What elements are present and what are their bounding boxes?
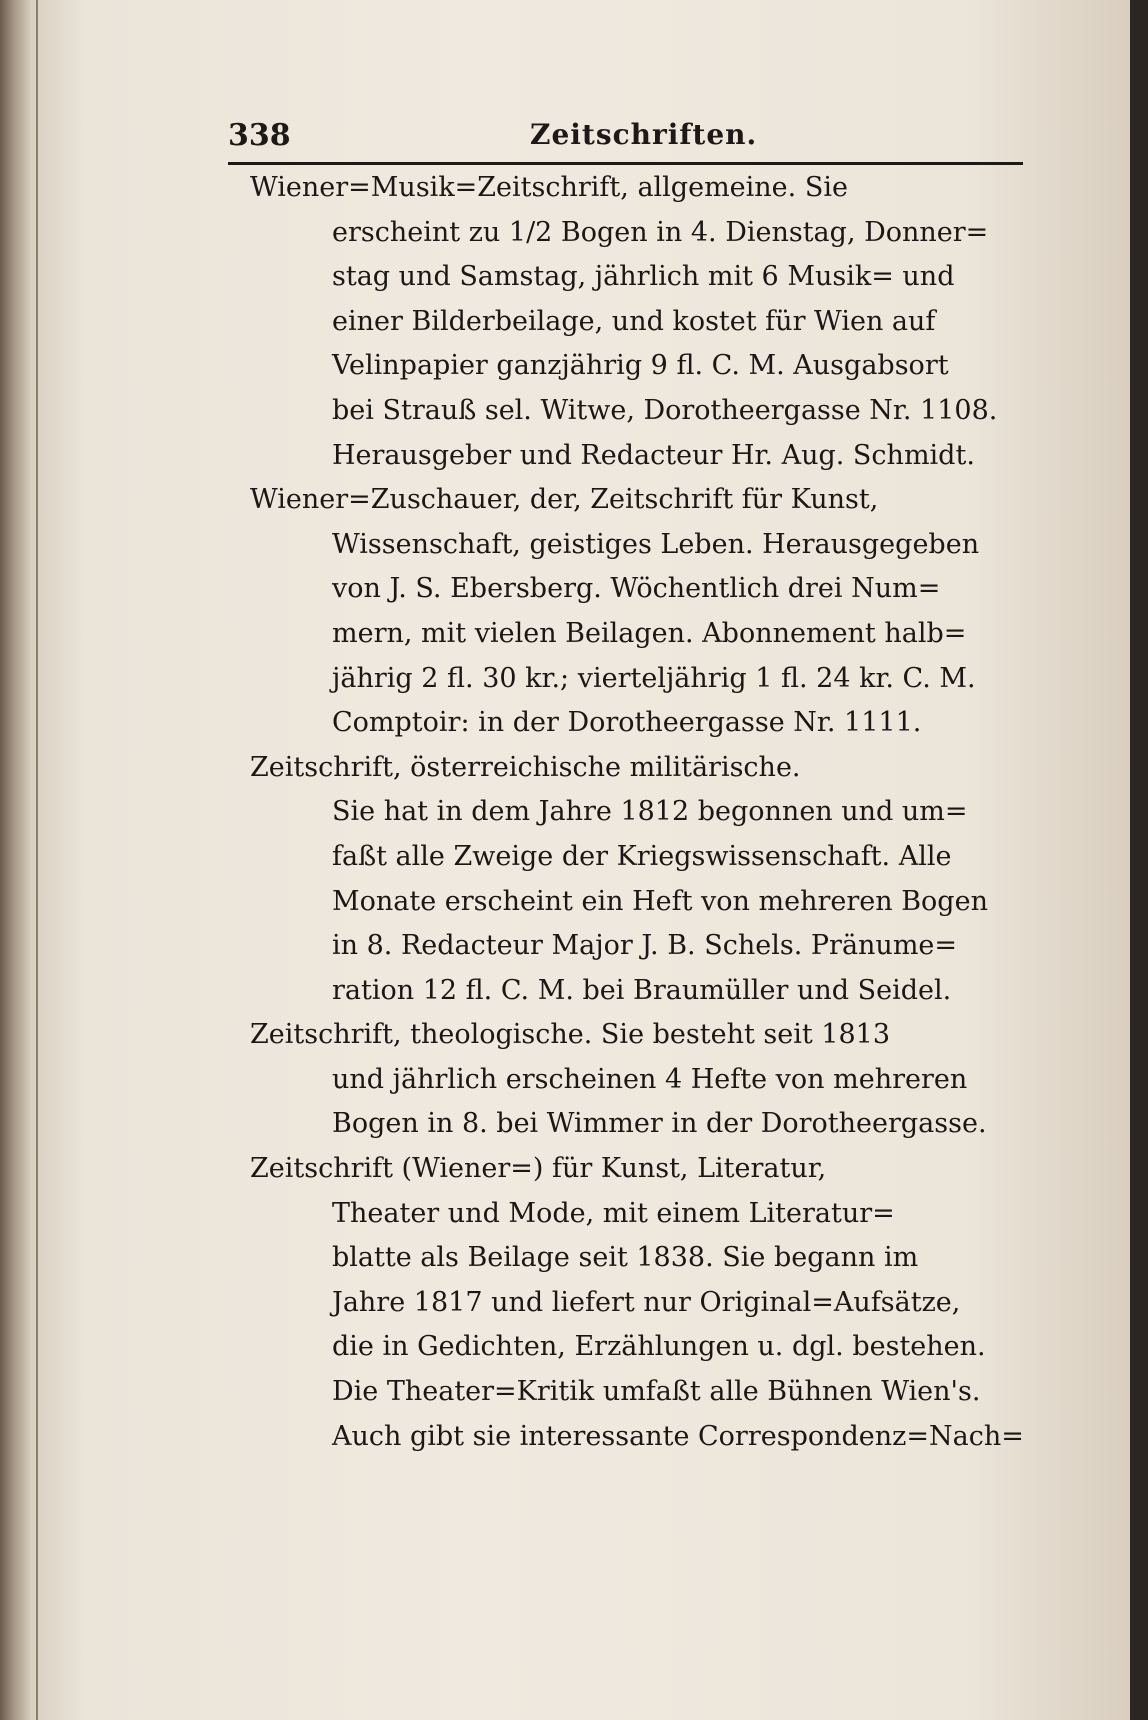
text-line: Comptoir: in der Dorotheergasse Nr. 1111.	[332, 707, 922, 739]
text-line: Zeitschrift, österreichische militärische.	[250, 751, 801, 783]
text-line: Zeitschrift, theologische. Sie besteht seit 1813	[250, 1019, 891, 1051]
text-line: einer Bilderbeilage, und kostet für Wien auf	[332, 305, 936, 337]
text-line: die in Gedichten, Erzählungen u. dgl. bestehen.	[332, 1331, 986, 1363]
header-rule	[228, 162, 1023, 165]
text-line: stag und Samstag, jährlich mit 6 Musik= und	[332, 261, 955, 293]
text-line: Wissenschaft, geistiges Leben. Herausgegeben	[332, 528, 980, 560]
text-line: Wiener=Musik=Zeitschrift, allgemeine. Sie	[250, 172, 848, 203]
running-title: Zeitschriften.	[530, 118, 758, 151]
text-line: in 8. Redacteur Major J. B. Schels. Pränume=	[332, 930, 958, 962]
text-line: blatte als Beilage seit 1838. Sie begann im	[332, 1242, 919, 1274]
text-line: bei Strauß sel. Witwe, Dorotheergasse Nr. 1108.	[332, 394, 998, 426]
text-line: Theater und Mode, mit einem Literatur=	[332, 1197, 895, 1229]
text-line: Monate erscheint ein Heft von mehreren Bogen	[332, 885, 988, 917]
text-line: Auch gibt sie interessante Correspondenz=Nach=	[332, 1420, 1024, 1452]
body-text	[250, 166, 1040, 1459]
page-header	[228, 118, 1028, 158]
text-line: faßt alle Zweige der Kriegswissenschaft. Alle	[332, 840, 952, 872]
text-line: Zeitschrift (Wiener=) für Kunst, Literatur,	[250, 1153, 827, 1185]
gutter-line	[36, 0, 38, 1720]
text-line: Jahre 1817 und liefert nur Original=Aufsätze,	[332, 1286, 961, 1318]
text-line: und jährlich erscheinen 4 Hefte von mehreren	[332, 1063, 968, 1095]
text-line: Herausgeber und Redacteur Hr. Aug. Schmidt.	[332, 439, 975, 471]
text-line: von J. S. Ebersberg. Wöchentlich drei Num=	[332, 573, 941, 605]
text-line: erscheint zu 1/2 Bogen in 4. Dienstag, Donner=	[332, 216, 989, 248]
text-line: Velinpapier ganzjährig 9 fl. C. M. Ausgabsort	[332, 350, 949, 382]
text-line: Sie hat in dem Jahre 1812 begonnen und um=	[332, 796, 968, 828]
text-line: ration 12 fl. C. M. bei Braumüller und Seidel.	[332, 974, 952, 1006]
text-line: mern, mit vielen Beilagen. Abonnement halb=	[332, 617, 967, 649]
text-line: Wiener=Zuschauer, der, Zeitschrift für Kunst,	[250, 484, 879, 516]
text-line: Die Theater=Kritik umfaßt alle Bühnen Wien's.	[332, 1376, 981, 1408]
text-line: jährig 2 fl. 30 kr.; vierteljährig 1 fl. 24 kr. C. M.	[332, 662, 976, 694]
text-line: Bogen in 8. bei Wimmer in der Dorotheergasse.	[332, 1108, 987, 1140]
page-number: 338	[228, 118, 291, 153]
